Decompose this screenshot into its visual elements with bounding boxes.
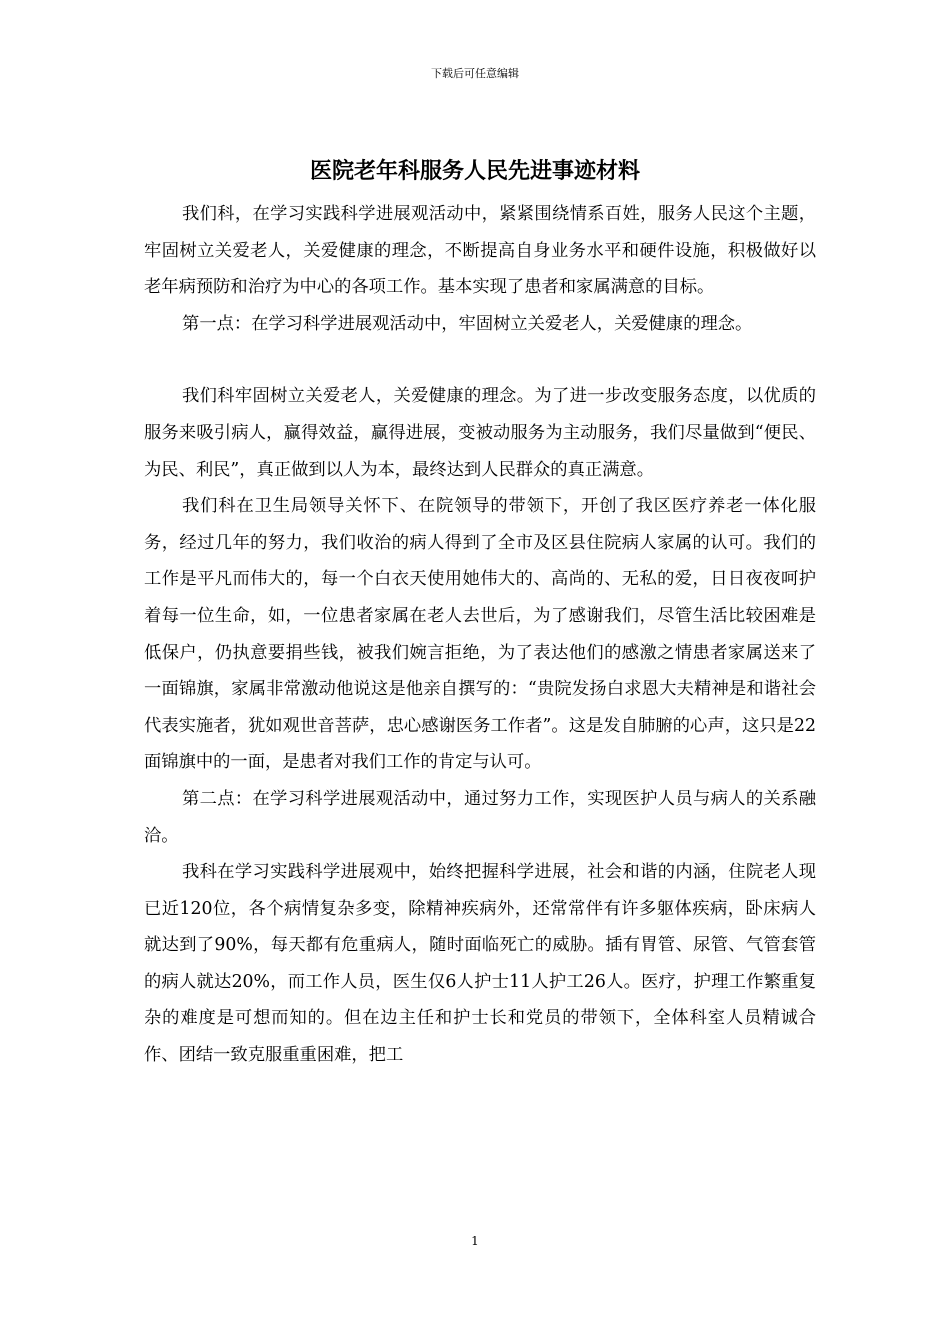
paragraph: 第二点：在学习科学进展观活动中，通过努力工作，实现医护人员与病人的关系融洽。 (144, 788, 816, 846)
paragraph: 我们科牢固树立关爱老人，关爱健康的理念。为了进一步改变服务态度，以优质的服务来吸引病人，赢得效益，赢得进展，变被动服务为主动服务，我们尽量做到“便民、为民、利民”，真正做到以人为本，最终达到人民群众的真正满意。 (144, 386, 816, 480)
paragraph: 我们科，在学习实践科学进展观活动中，紧紧围绕情系百姓，服务人民这个主题，牢固树立关爱老人，关爱健康的理念，不断提高自身业务水平和硬件设施，积极做好以老年病预防和治疗为中心的各项工作。基本实现了患者和家属满意的目标。 (144, 204, 816, 298)
header-note: 下载后可任意编辑 (431, 67, 519, 80)
page-number: 1 (471, 1234, 479, 1248)
paragraph: 第一点：在学习科学进展观活动中，牢固树立关爱老人，关爱健康的理念。 (182, 313, 753, 334)
paragraph: 我们科在卫生局领导关怀下、在院领导的带领下，开创了我区医疗养老一体化服务，经过几年的努力，我们收治的病人得到了全市及区县住院病人家属的认可。我们的工作是平凡而伟大的，每一个白衣天使用她伟大的、高尚的、无私的爱，日日夜夜呵护着每一位生命，如，一位患者家属在老人去世后，为了感谢我们，尽管生活比较困难是低保户，仍执意要捐些钱，被我们婉言拒绝，为了表达他们的感激之情患者家属送来了一面锦旗，家属非常激动他说这是他亲自撰写的：“贵院发扬白求恩大夫精神是和谐社会代表实施者，犹如观世音菩萨，忠心感谢医务工作者”。这是发自肺腑的心声，这只是22面锦旗中的一面，是患者对我们工作的肯定与认可。 (144, 496, 816, 773)
document-title: 医院老年科服务人民先进事迹材料 (309, 158, 640, 184)
paragraph: 我科在学习实践科学进展观中，始终把握科学进展，社会和谐的内涵，住院老人现已近120位，各个病情复杂多变，除精神疾病外，还常常伴有许多躯体疾病，卧床病人就达到了90%，每天都有危重病人，随时面临死亡的威胁。插有胃管、尿管、气管套管的病人就达20%，而工作人员，医生仅6人护士11人护工26人。医疗，护理工作繁重复杂的难度是可想而知的。但在边主任和护士长和党员的带领下，全体科室人员精诚合作、团结一致克服重重困难，把工 (144, 862, 816, 1066)
document-body (144, 196, 816, 1074)
